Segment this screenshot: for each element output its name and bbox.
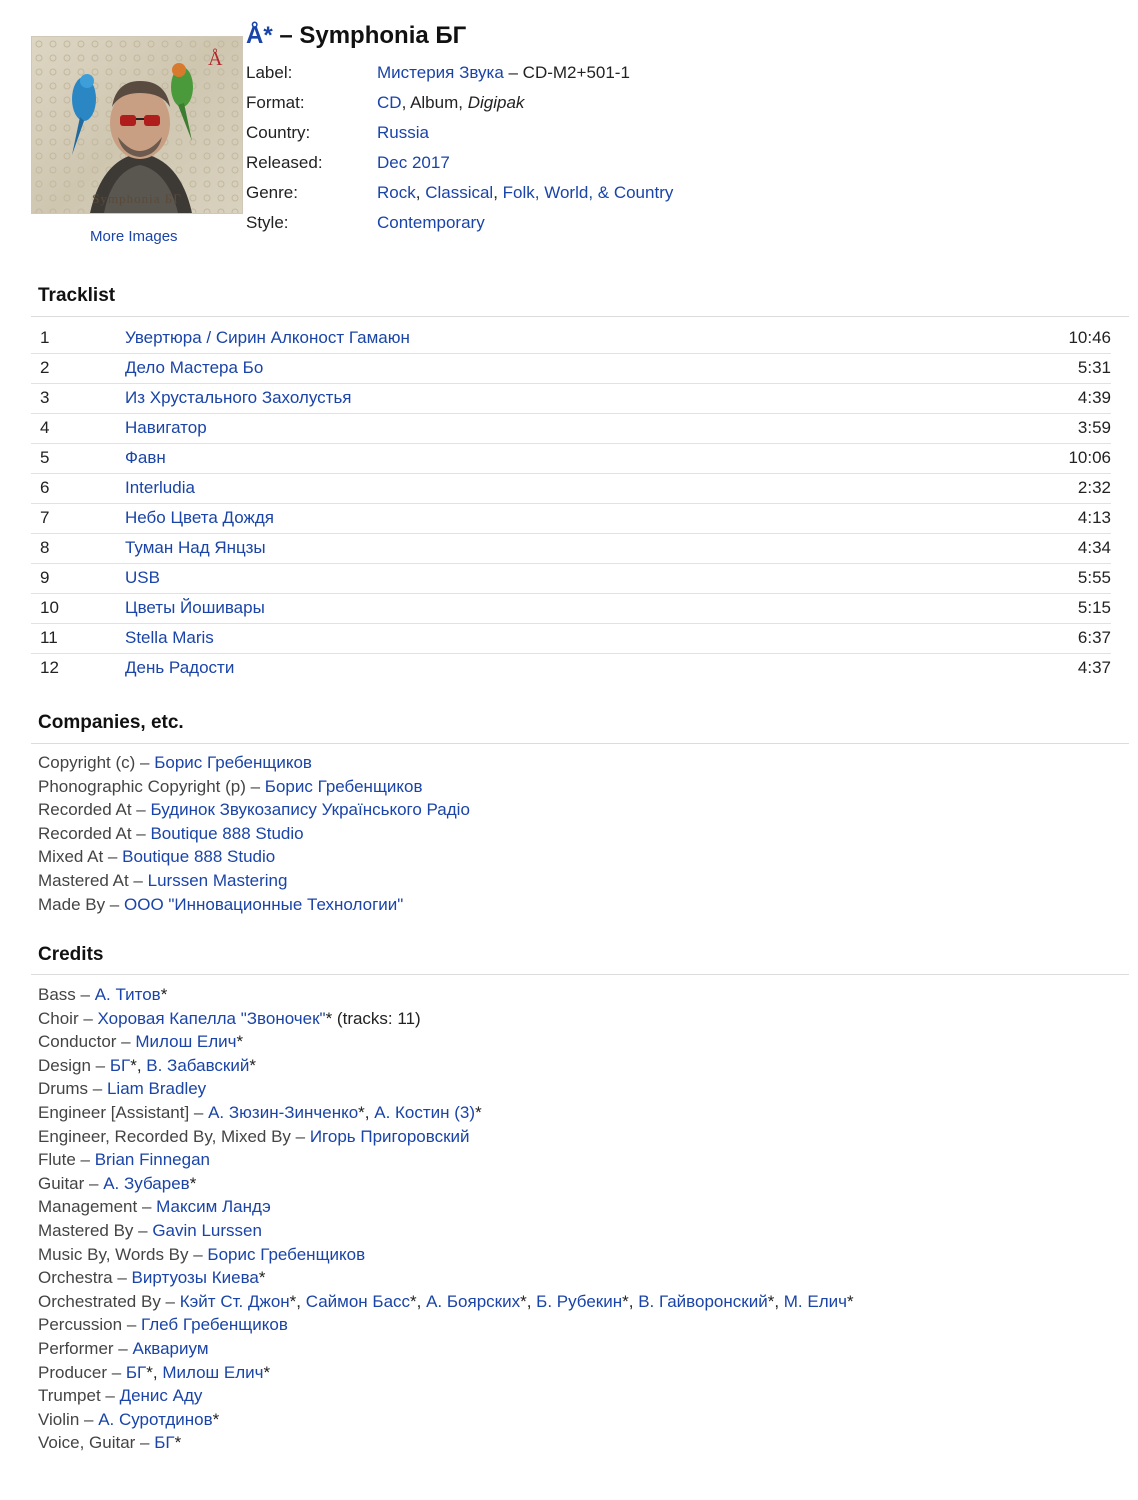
track-duration: 4:34	[1077, 538, 1111, 557]
company-link[interactable]: Boutique 888 Studio	[122, 847, 276, 867]
companies-divider	[31, 743, 1129, 744]
credit-artist-link[interactable]: БГ	[125, 1362, 147, 1382]
track-title-link[interactable]: Туман Над Янцзы	[125, 538, 266, 557]
company-item	[38, 798, 470, 822]
track-duration: 10:46	[1068, 327, 1111, 347]
credit-suffix: *	[236, 1032, 244, 1052]
meta-key-label: Label:	[246, 63, 293, 82]
meta-row-format	[246, 88, 673, 118]
credit-artist-link[interactable]: Liam Bradley	[106, 1079, 207, 1099]
track-row	[31, 563, 1111, 593]
credit-role: Conductor –	[38, 1032, 136, 1052]
track-position: 8	[40, 538, 50, 557]
credit-role: Choir –	[38, 1008, 98, 1028]
tracklist-heading: Tracklist	[38, 285, 116, 306]
credit-role: Guitar –	[38, 1173, 104, 1193]
company-link[interactable]: ООО "Инновационные Технологии"	[124, 894, 404, 914]
company-link[interactable]: Борис Гребенщиков	[154, 753, 312, 772]
credit-item	[38, 1361, 898, 1385]
cover-artwork	[32, 37, 242, 213]
company-link[interactable]: Lurssen Mastering	[147, 870, 288, 890]
credit-role: Violin –	[38, 1409, 99, 1429]
genre-folk-link[interactable]: Folk, World, & Country	[502, 183, 674, 202]
genre-sep-2: ,	[493, 183, 503, 202]
credit-item	[38, 1290, 898, 1314]
meta-row-released	[246, 148, 673, 178]
track-position: 11	[40, 628, 58, 647]
credit-item	[38, 1408, 898, 1432]
meta-key-released: Released:	[246, 153, 323, 172]
credit-suffix: *	[160, 985, 168, 1004]
track-title-link[interactable]: Цветы Йошивары	[125, 598, 265, 617]
format-album-text: , Album,	[401, 93, 468, 112]
credit-role: Trumpet –	[38, 1386, 120, 1406]
credit-artist-link[interactable]: Максим Ландэ	[156, 1197, 271, 1217]
meta-key-format: Format:	[246, 93, 305, 112]
companies-list	[38, 751, 470, 916]
meta-key-style: Style:	[246, 213, 289, 232]
track-title-link[interactable]: Stella Maris	[125, 628, 214, 647]
credit-artist-link[interactable]: Кэйт Ст. Джон	[179, 1291, 290, 1311]
track-title-cell	[125, 443, 983, 473]
track-title-link[interactable]: День Радости	[125, 658, 235, 678]
credit-role: Music By, Words By –	[38, 1244, 208, 1264]
track-row	[31, 323, 1111, 353]
credit-artist-link[interactable]: БГ	[109, 1055, 131, 1075]
credit-item	[38, 1266, 898, 1290]
track-duration: 5:55	[1077, 568, 1111, 587]
meta-value-label	[377, 58, 673, 88]
credit-artist-link[interactable]: А. Суротдинов	[98, 1409, 213, 1429]
track-title-cell	[125, 383, 983, 413]
credit-artist-link[interactable]: А. Титов	[94, 985, 161, 1004]
track-row	[31, 503, 1111, 533]
credit-role: Producer –	[38, 1362, 126, 1382]
company-role: Made By –	[38, 894, 124, 914]
credit-role: Engineer, Recorded By, Mixed By –	[38, 1126, 310, 1146]
credit-suffix: *	[174, 1433, 182, 1453]
label-link[interactable]: Мистерия Звука	[377, 63, 504, 82]
track-title-cell	[125, 353, 983, 383]
release-name: Symphonia БГ	[299, 22, 467, 49]
company-link[interactable]: Будинок Звукозапису Українського Радіо	[150, 800, 470, 820]
track-title-link[interactable]: Небо Цвета Дождя	[125, 508, 274, 527]
credit-suffix: * (tracks: 11)	[325, 1008, 421, 1028]
track-row	[31, 353, 1111, 383]
company-link[interactable]: Борис Гребенщиков	[264, 776, 423, 796]
credit-item	[38, 1219, 898, 1243]
credit-artist-link[interactable]: А. Костин (3)	[374, 1102, 476, 1122]
meta-row-genre	[246, 178, 673, 208]
credit-item	[38, 1337, 898, 1361]
credit-item	[38, 1172, 898, 1196]
credits-list	[38, 983, 898, 1455]
tracklist-body	[31, 323, 1111, 683]
credit-artist-link[interactable]: Глеб Гребенщиков	[141, 1315, 288, 1335]
company-item	[38, 822, 470, 846]
track-title-cell	[125, 563, 983, 593]
credit-artist-link[interactable]: Саймон Басс	[305, 1291, 411, 1311]
genre-rock-link[interactable]: Rock	[377, 183, 416, 202]
credit-artist-link[interactable]: Виртуозы Киева	[131, 1268, 259, 1288]
meta-key-country: Country:	[246, 123, 311, 142]
credit-role: Performer –	[38, 1338, 133, 1358]
companies-heading: Companies, etc.	[38, 712, 184, 733]
credit-item	[38, 1054, 898, 1078]
track-position: 3	[40, 388, 50, 407]
catalog-number: – CD-M2+501-1	[503, 63, 630, 82]
track-duration: 3:59	[1077, 418, 1111, 437]
credit-suffix: *,	[622, 1291, 639, 1311]
track-row	[31, 443, 1111, 473]
credit-artist-link[interactable]: М. Елич	[783, 1291, 847, 1311]
credit-item	[38, 1030, 898, 1054]
track-row	[31, 473, 1111, 503]
track-duration: 4:13	[1077, 508, 1111, 527]
track-position: 5	[40, 448, 50, 467]
credit-role: Mastered By –	[38, 1220, 153, 1240]
style-link[interactable]: Contemporary	[377, 213, 485, 232]
company-item	[38, 893, 470, 917]
company-role: Mastered At –	[38, 870, 148, 890]
credits-heading: Credits	[38, 944, 104, 965]
track-title-link[interactable]: Фавн	[125, 448, 166, 467]
meta-key-genre: Genre:	[246, 183, 298, 202]
meta-row-label	[246, 58, 673, 88]
track-row	[31, 383, 1111, 413]
company-link[interactable]: Boutique 888 Studio	[150, 823, 304, 843]
credit-artist-link[interactable]: А. Зюзин-Зинченко	[208, 1102, 359, 1122]
track-title-cell	[125, 473, 983, 503]
credit-role: Orchestrated By –	[38, 1291, 180, 1311]
credit-role: Percussion –	[38, 1315, 141, 1335]
track-position: 10	[40, 598, 59, 617]
meta-row-country	[246, 118, 673, 148]
track-duration: 4:37	[1077, 658, 1111, 678]
credit-role: Orchestra –	[38, 1268, 132, 1288]
credit-item	[38, 1101, 898, 1125]
track-position: 4	[40, 418, 50, 437]
company-item	[38, 869, 470, 893]
track-row	[31, 593, 1111, 623]
track-title-link[interactable]: Дело Мастера Бо	[125, 358, 264, 377]
genre-sep-1: ,	[415, 183, 426, 202]
track-title-link[interactable]: USB	[125, 568, 160, 587]
track-title-link[interactable]: Навигатор	[125, 418, 207, 437]
credit-suffix: *	[249, 1055, 256, 1075]
track-duration: 6:37	[1077, 628, 1111, 647]
track-title-link[interactable]: Interludia	[125, 478, 195, 497]
track-position: 9	[40, 568, 50, 587]
track-title-link[interactable]: Увертюра / Сирин Алконост Гамаюн	[125, 327, 410, 347]
track-duration: 2:32	[1077, 478, 1111, 497]
track-position: 7	[40, 508, 50, 527]
track-row	[31, 623, 1111, 653]
credit-artist-link[interactable]: Brian Finnegan	[94, 1150, 211, 1170]
genre-classical-link[interactable]: Classical	[425, 183, 494, 202]
credit-artist-link[interactable]: В. Забавский	[146, 1055, 250, 1075]
credit-artist-link[interactable]: Милош Елич	[135, 1032, 237, 1052]
credit-artist-link[interactable]: А. Боярских	[426, 1291, 521, 1311]
company-role: Copyright (c) –	[38, 753, 155, 772]
credit-item	[38, 1195, 898, 1219]
cover-mark: Å	[208, 48, 223, 70]
credit-artist-link[interactable]: БГ	[154, 1433, 175, 1453]
credit-item	[38, 1384, 898, 1408]
track-duration: 10:06	[1068, 448, 1111, 467]
tracklist-divider	[31, 316, 1129, 317]
credit-item	[38, 1313, 898, 1337]
track-duration: 4:39	[1077, 388, 1111, 407]
track-position: 2	[40, 358, 50, 377]
country-link[interactable]: Russia	[377, 123, 429, 142]
credit-suffix: *,	[520, 1291, 537, 1311]
credit-suffix: *,	[289, 1291, 306, 1311]
credit-suffix: *	[212, 1409, 220, 1429]
format-digipak-text: Digipak	[467, 93, 525, 112]
credit-role: Bass –	[38, 985, 95, 1004]
company-role: Phonographic Copyright (p) –	[38, 776, 265, 796]
credit-suffix: *	[475, 1102, 482, 1122]
credit-suffix: *,	[358, 1102, 375, 1122]
meta-value-format	[377, 88, 673, 118]
credit-role: Voice, Guitar –	[38, 1433, 155, 1453]
format-cd-link[interactable]: CD	[377, 93, 402, 112]
credit-artist-link[interactable]: Милош Елич	[162, 1362, 264, 1382]
credit-item	[38, 983, 898, 1007]
artist-link[interactable]: Å*	[246, 22, 273, 49]
released-link[interactable]: Dec 2017	[377, 153, 450, 172]
track-title-cell	[125, 593, 983, 623]
credit-suffix: *	[846, 1291, 854, 1311]
credit-item	[38, 1007, 898, 1031]
credit-artist-link[interactable]: Gavin Lurssen	[152, 1220, 262, 1240]
track-title-cell	[125, 413, 983, 443]
credit-suffix: *	[263, 1362, 271, 1382]
track-title-cell	[125, 623, 983, 653]
track-title-cell	[125, 533, 983, 563]
credit-suffix: *,	[146, 1362, 163, 1382]
release-title	[246, 22, 466, 50]
credit-suffix: *,	[410, 1291, 427, 1311]
meta-value-country	[377, 118, 673, 148]
credit-artist-link[interactable]: Денис Аду	[119, 1386, 203, 1406]
credit-item	[38, 1077, 898, 1101]
track-title-cell	[125, 503, 983, 533]
company-role: Recorded At –	[38, 800, 151, 820]
credit-artist-link[interactable]: Аквариум	[132, 1338, 209, 1358]
company-role: Recorded At –	[38, 823, 151, 843]
track-title-cell	[125, 653, 983, 683]
company-item	[38, 751, 470, 775]
meta-value-style	[377, 208, 673, 238]
credit-item	[38, 1125, 898, 1149]
track-position: 6	[40, 478, 50, 497]
track-position: 1	[40, 327, 50, 347]
credit-suffix: *,	[767, 1291, 784, 1311]
track-title-cell	[125, 323, 983, 353]
credit-item	[38, 1243, 898, 1267]
tracklist-table	[31, 323, 1111, 683]
company-item	[38, 775, 470, 799]
credit-artist-link[interactable]: А. Зубарев	[103, 1173, 190, 1193]
company-item	[38, 845, 470, 869]
track-row	[31, 413, 1111, 443]
credit-suffix: *	[258, 1268, 266, 1288]
credit-suffix: *,	[130, 1055, 147, 1075]
credit-role: Management –	[38, 1197, 157, 1217]
credits-divider	[31, 974, 1129, 975]
meta-row-style	[246, 208, 673, 238]
credit-role: Engineer [Assistant] –	[38, 1102, 209, 1122]
credit-suffix: *	[189, 1173, 197, 1193]
more-images-link[interactable]: More Images	[90, 228, 178, 245]
album-cover-image[interactable]	[31, 36, 243, 214]
meta-value-genre	[377, 178, 673, 208]
meta-value-released	[377, 148, 673, 178]
company-role: Mixed At –	[38, 847, 123, 867]
credit-artist-link[interactable]: Б. Рубекин	[536, 1291, 623, 1311]
credit-role: Design –	[38, 1055, 110, 1075]
track-row	[31, 533, 1111, 563]
track-row	[31, 653, 1111, 683]
track-position: 12	[40, 658, 59, 678]
credit-item	[38, 1148, 898, 1172]
track-duration: 5:15	[1077, 598, 1111, 617]
release-metadata	[246, 58, 673, 238]
track-duration: 5:31	[1077, 358, 1111, 377]
credit-role: Drums –	[38, 1079, 107, 1099]
credit-artist-link[interactable]: Игорь Пригоровский	[309, 1126, 470, 1146]
credit-role: Flute –	[38, 1150, 95, 1170]
credit-artist-link[interactable]: В. Гайворонский	[638, 1291, 768, 1311]
credit-item	[38, 1431, 898, 1455]
title-separator: –	[272, 22, 300, 49]
credit-artist-link[interactable]: Борис Гребенщиков	[207, 1244, 366, 1264]
track-title-link[interactable]: Из Хрустального Захолустья	[125, 388, 352, 407]
cover-title-text: Symphonia БГ	[92, 191, 182, 206]
credit-artist-link[interactable]: Хоровая Капелла "Звоночек"	[97, 1008, 326, 1028]
